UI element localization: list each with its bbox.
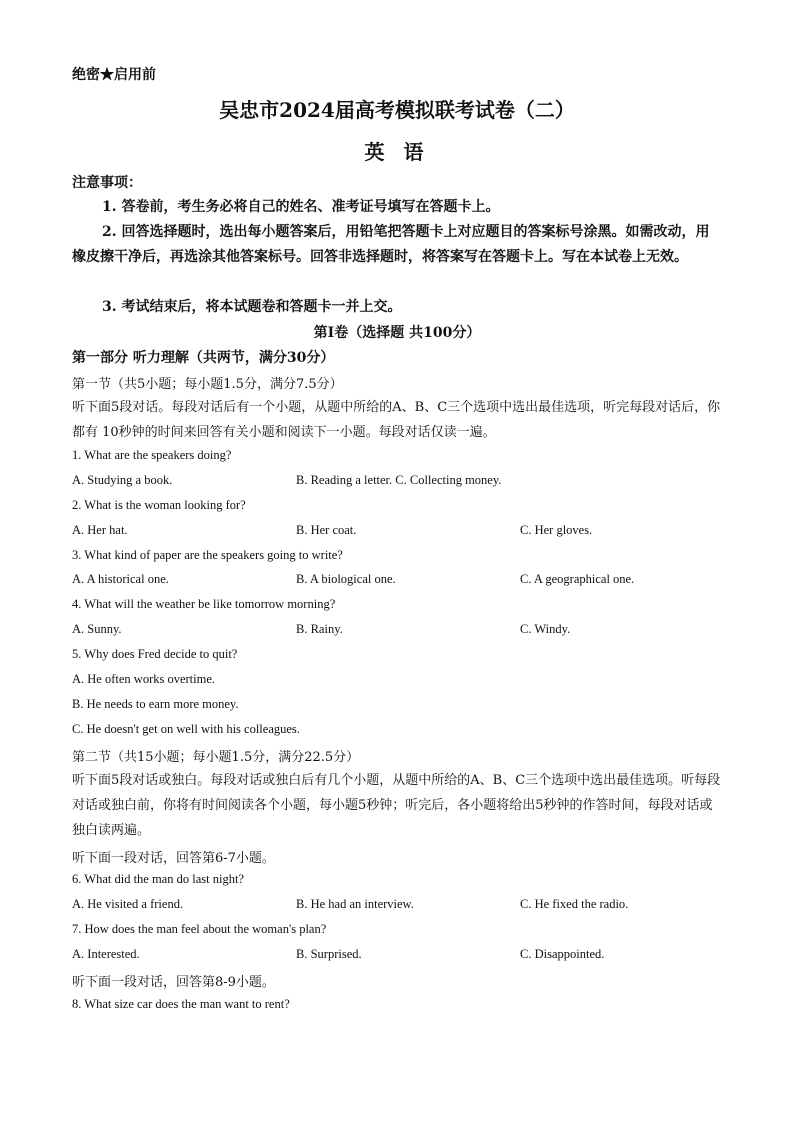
- question-2-option-a: A. Her hat.: [72, 523, 128, 537]
- question-5-option-b: B. He needs to earn more money.: [72, 697, 239, 711]
- section1-heading: 第一节（共5小题；每小题1.5分，满分7.5分）: [72, 377, 343, 392]
- question-2: 2. What is the woman looking for?: [72, 498, 246, 512]
- question-6-option-b: B. He had an interview.: [296, 897, 414, 911]
- question-4: 4. What will the weather be like tomorrow morning?: [72, 597, 336, 611]
- question-5: 5. Why does Fred decide to quit?: [72, 647, 238, 661]
- section2-heading: 第二节（共15小题；每小题1.5分，满分22.5分）: [72, 750, 360, 765]
- volume-title: 第Ⅰ卷（选择题 共100分）: [313, 325, 481, 341]
- section2-instruction: 听下面5段对话或独白。每段对话或独白后有几个小题，从题中所给的A、B、C三个选项中选出最佳选项。听每段对话或独白前，你将有时间阅读各个小题，每小题5秒钟；听完后，各小题将给出5秒钟的作答时间，每段对话或独白读两遍。: [72, 773, 721, 838]
- question-6: 6. What did the man do last night?: [72, 872, 244, 886]
- question-2-option-c: C. Her gloves.: [520, 523, 593, 537]
- question-5-option-a: A. He often works overtime.: [72, 672, 216, 686]
- question-7: 7. How does the man feel about the woman's plan?: [72, 922, 327, 936]
- question-4-option-a: A. Sunny.: [72, 622, 122, 636]
- question-5-option-c: C. He doesn't get on well with his colleagues.: [72, 722, 300, 736]
- exam-title: 吴忠市2024届高考模拟联考试卷（二）: [219, 98, 575, 122]
- question-4-option-b: B. Rainy.: [296, 622, 343, 636]
- question-6-option-a: A. He visited a friend.: [72, 897, 184, 911]
- question-7-option-c: C. Disappointed.: [520, 947, 605, 961]
- notice-heading: 注意事项：: [72, 175, 142, 191]
- question-3-option-a: A. A historical one.: [72, 572, 169, 586]
- notice-item-2: 2. 回答选择题时，选出每小题答案后，用铅笔把答题卡上对应题目的答案标号涂黑。如需改动，用橡皮擦干净后，再选涂其他答案标号。回答非选择题时，将答案写在答题卡上。写在本试卷上无效。: [72, 224, 710, 265]
- subject-title: 英 语: [364, 140, 430, 164]
- question-1-option-a: A. Studying a book.: [72, 473, 173, 487]
- question-7-option-a: A. Interested.: [72, 947, 140, 961]
- question-3-option-b: B. A biological one.: [296, 572, 396, 586]
- group-6-7-instruction: 听下面一段对话，回答第6-7小题。: [72, 851, 275, 866]
- part1-title: 第一部分 听力理解（共两节，满分30分）: [72, 350, 335, 366]
- section1-instruction: 听下面5段对话。每段对话后有一个小题，从题中所给的A、B、C三个选项中选出最佳选项，听完每段对话后，你都有 10秒钟的时间来回答有关小题和阅读下一小题。每段对话仅读一遍。: [72, 400, 721, 440]
- confidential-label: 绝密★启用前: [72, 67, 156, 83]
- question-2-option-b: B. Her coat.: [296, 523, 357, 537]
- question-4-option-c: C. Windy.: [520, 622, 571, 636]
- question-1-options-bc: B. Reading a letter. C. Collecting money.: [296, 473, 502, 487]
- question-1: 1. What are the speakers doing?: [72, 448, 232, 462]
- question-3-option-c: C. A geographical one.: [520, 572, 635, 586]
- question-8: 8. What size car does the man want to rent?: [72, 997, 290, 1011]
- question-7-option-b: B. Surprised.: [296, 947, 362, 961]
- question-3: 3. What kind of paper are the speakers going to write?: [72, 548, 343, 562]
- notice-item-1: 1. 答卷前，考生务必将自己的姓名、准考证号填写在答题卡上。: [102, 199, 500, 215]
- question-6-option-c: C. He fixed the radio.: [520, 897, 629, 911]
- group-8-9-instruction: 听下面一段对话，回答第8-9小题。: [72, 975, 275, 990]
- notice-item-3: 3. 考试结束后，将本试题卷和答题卡一并上交。: [102, 299, 402, 315]
